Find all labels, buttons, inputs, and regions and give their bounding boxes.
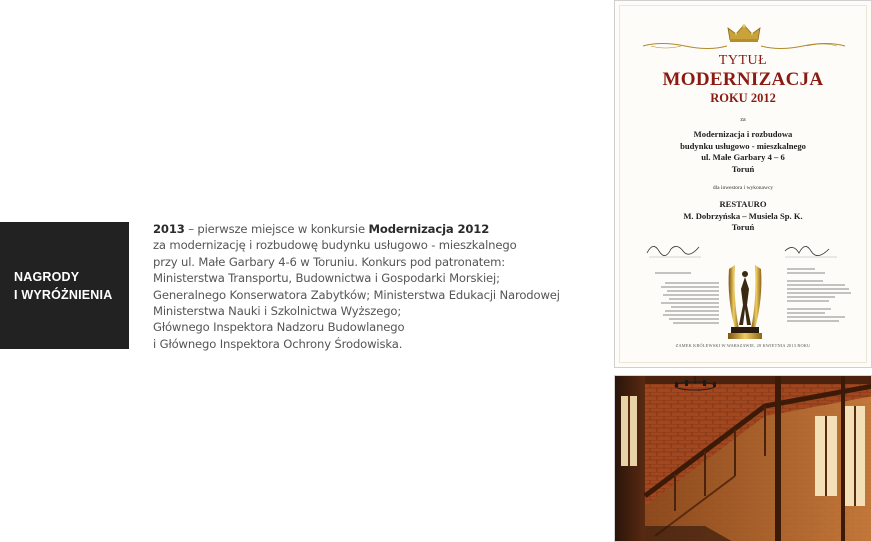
section-label [0,222,129,349]
award-intro: – pierwsze miejsce w konkursie [184,222,369,236]
certificate-project-line: Toruń [731,163,755,174]
flourish-right-icon [759,41,847,51]
interior-staircase-photo[interactable] [614,375,872,542]
signature-left-icon [645,239,705,259]
staircase-illustration [615,376,872,542]
certificate-firm-line: M. Dobrzyńska – Musiela Sp. K. [683,210,803,221]
crown-icon [727,23,761,43]
certificate-project-line: ul. Małe Garbary 4 – 6 [701,152,785,163]
certificate-title-line2: MODERNIZACJA [662,69,824,90]
certificate-firm-line: Toruń [731,222,755,233]
award-contest-name: Modernizacja 2012 [368,222,490,236]
trophy-icon [723,259,767,341]
award-description [153,221,593,352]
flourish-left-icon [641,41,729,51]
certificate-title-line1: TYTUŁ [718,53,768,68]
certificate-project-line: Modernizacja i rozbudowa [693,129,793,139]
certificate-footer: ZAMEK KRÓLEWSKI W WARSZAWIE, 28 KWIETNIA 2013 ROKU [675,343,811,348]
award-line: i Głównego Inspektora Ochrony Środowiska. [153,336,403,351]
award-line: Generalnego Konserwatora Zabytków; Ministerstwa Edukacji Narodowej [153,287,560,302]
award-line: Ministerstwa Nauki i Szkolnictwa Wyższego; [153,304,402,319]
patron-list-left [651,271,723,327]
section-label-line2: I WYRÓŻNIENIA [14,287,113,302]
certificate-firm [615,199,871,234]
certificate-dla: dla inwestora i wykonawcy [712,185,774,191]
section-label-line1: NAGRODY [14,269,80,284]
signature-right-icon [781,239,841,259]
patron-list-right [785,267,857,329]
award-line: Głównego Inspektora Nadzoru Budowlanego [153,320,405,335]
award-first-line [153,221,593,237]
certificate-za: za [740,117,746,123]
certificate-project-line: budynku usługowo - mieszkalnego [680,140,806,151]
certificate-title-line3: ROKU 2012 [710,91,776,105]
award-line: przy ul. Małe Garbary 4-6 w Toruniu. Konkurs pod patronatem: [153,254,506,269]
award-year: 2013 [153,222,185,236]
award-certificate-image[interactable] [614,0,872,368]
certificate-firm-line: RESTAURO [719,199,767,209]
certificate-project [615,129,871,175]
award-line: za modernizację i rozbudowę budynku usługowo - mieszkalnego [153,238,517,253]
award-line: Ministerstwa Transportu, Budownictwa i Gospodarki Morskiej; [153,271,500,286]
